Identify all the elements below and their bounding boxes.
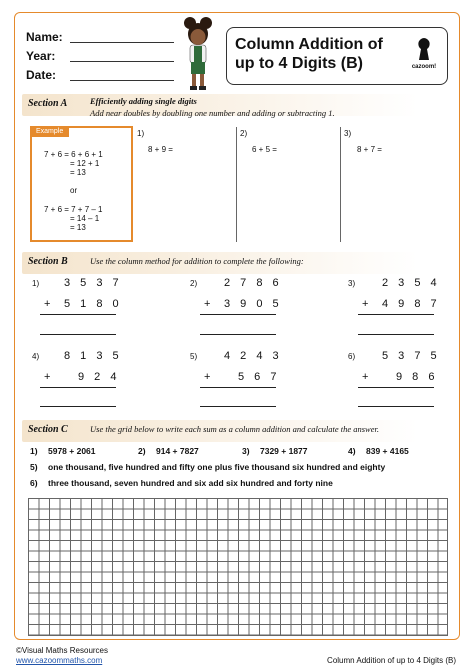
- cazoom-logo: [407, 36, 441, 78]
- c-question-expr: 5978 + 2061: [48, 446, 96, 456]
- section-b-instruction: Use the column method for addition to complete the following:: [90, 256, 304, 266]
- section-a-label: Section A: [28, 98, 68, 109]
- name-label: Name:: [26, 30, 63, 44]
- b-question-number: 5): [190, 352, 198, 361]
- example-line: 7 + 6 = 6 + 6 + 1: [44, 150, 103, 159]
- answer-line[interactable]: [200, 406, 276, 407]
- b-bottom-number: 9 2 4: [78, 371, 117, 383]
- a-question-expr: 8 + 7 =: [357, 145, 382, 154]
- c-question-5: one thousand, five hundred and fifty one plus five thousand six hundred and eighty: [48, 462, 386, 472]
- b-question-number: 4): [32, 352, 40, 361]
- plus-sign: +: [362, 298, 369, 310]
- example-line: or: [70, 186, 78, 195]
- answer-line[interactable]: [40, 406, 116, 407]
- b-bottom-number: 4 9 8 7: [382, 298, 437, 310]
- example-box: [30, 126, 133, 242]
- c-question-number: 2): [138, 446, 146, 456]
- a-question-expr: 8 + 9 =: [148, 145, 173, 154]
- example-line: = 14 – 1: [70, 214, 100, 223]
- plus-sign: +: [362, 371, 369, 383]
- b-bottom-number: 9 8 6: [396, 371, 435, 383]
- c-question-expr: 7329 + 1877: [260, 446, 308, 456]
- title-box: [226, 27, 448, 85]
- sum-line: [358, 387, 434, 388]
- example-line: = 13: [70, 223, 86, 232]
- c-question-expr: 839 + 4165: [366, 446, 409, 456]
- b-question-number: 6): [348, 352, 356, 361]
- plus-sign: +: [44, 371, 51, 383]
- answer-line[interactable]: [200, 334, 276, 335]
- example-line: = 12 + 1: [70, 159, 100, 168]
- a-question-number: 2): [240, 129, 248, 138]
- footer-link[interactable]: [16, 656, 102, 665]
- a-question-number: 3): [344, 129, 352, 138]
- example-line: = 13: [70, 168, 86, 177]
- b-question-number: 3): [348, 279, 356, 288]
- example-line: 7 + 6 = 7 + 7 – 1: [44, 205, 103, 214]
- b-top-number: 2 3 5 4: [382, 277, 437, 289]
- answer-line[interactable]: [358, 406, 434, 407]
- year-label: Year:: [26, 49, 56, 63]
- a-question-number: 1): [137, 129, 145, 138]
- footer-copyright: ©Visual Maths Resources: [16, 646, 109, 655]
- date-label: Date:: [26, 68, 57, 82]
- b-top-number: 3 5 3 7: [64, 277, 119, 289]
- footer-title: Column Addition of up to 4 Digits (B): [327, 656, 456, 665]
- title-line-1: Column Addition of: [235, 36, 383, 53]
- sum-line: [40, 387, 116, 388]
- c-question-expr: 914 + 7827: [156, 446, 199, 456]
- title-line-2: up to 4 Digits (B): [235, 55, 363, 72]
- divider: [236, 127, 237, 242]
- keyhole-icon: [414, 36, 434, 62]
- sum-line: [200, 314, 276, 315]
- divider: [340, 127, 341, 242]
- section-b-label: Section B: [28, 256, 68, 267]
- sum-line: [358, 314, 434, 315]
- b-top-number: 2 7 8 6: [224, 277, 279, 289]
- section-a-instruction: Add near doubles by doubling one number and adding or subtracting 1.: [90, 108, 335, 118]
- b-bottom-number: 5 6 7: [238, 371, 277, 383]
- b-question-number: 2): [190, 279, 198, 288]
- answer-line[interactable]: [358, 334, 434, 335]
- answer-line[interactable]: [40, 334, 116, 335]
- b-top-number: 5 3 7 5: [382, 350, 437, 362]
- plus-sign: +: [44, 298, 51, 310]
- b-question-number: 1): [32, 279, 40, 288]
- sum-line: [40, 314, 116, 315]
- b-top-number: 4 2 4 3: [224, 350, 279, 362]
- a-question-expr: 6 + 5 =: [252, 145, 277, 154]
- sum-line: [200, 387, 276, 388]
- plus-sign: +: [204, 371, 211, 383]
- c-question-number: 5): [30, 462, 38, 472]
- c-question-number: 4): [348, 446, 356, 456]
- b-top-number: 8 1 3 5: [64, 350, 119, 362]
- c-question-number: 6): [30, 478, 38, 488]
- section-c-instruction: Use the grid below to write each sum as a column addition and calculate the answer.: [90, 424, 379, 434]
- date-field[interactable]: [70, 80, 174, 81]
- section-c-label: Section C: [28, 424, 68, 435]
- name-field[interactable]: [70, 42, 174, 43]
- year-field[interactable]: [70, 61, 174, 62]
- section-a-heading: Efficiently adding single digits: [90, 96, 197, 106]
- example-tag: Example: [30, 126, 69, 137]
- working-grid[interactable]: [28, 498, 448, 636]
- b-bottom-number: 5 1 8 0: [64, 298, 119, 310]
- b-bottom-number: 3 9 0 5: [224, 298, 279, 310]
- logo-text: cazoom!: [411, 64, 437, 70]
- page-title: [235, 35, 405, 73]
- footer-url[interactable]: www.cazoommaths.com: [16, 656, 103, 665]
- plus-sign: +: [204, 298, 211, 310]
- c-question-number: 3): [242, 446, 250, 456]
- c-question-number: 1): [30, 446, 38, 456]
- student-illustration: [178, 14, 218, 92]
- c-question-6: three thousand, seven hundred and six add six hundred and forty nine: [48, 478, 333, 488]
